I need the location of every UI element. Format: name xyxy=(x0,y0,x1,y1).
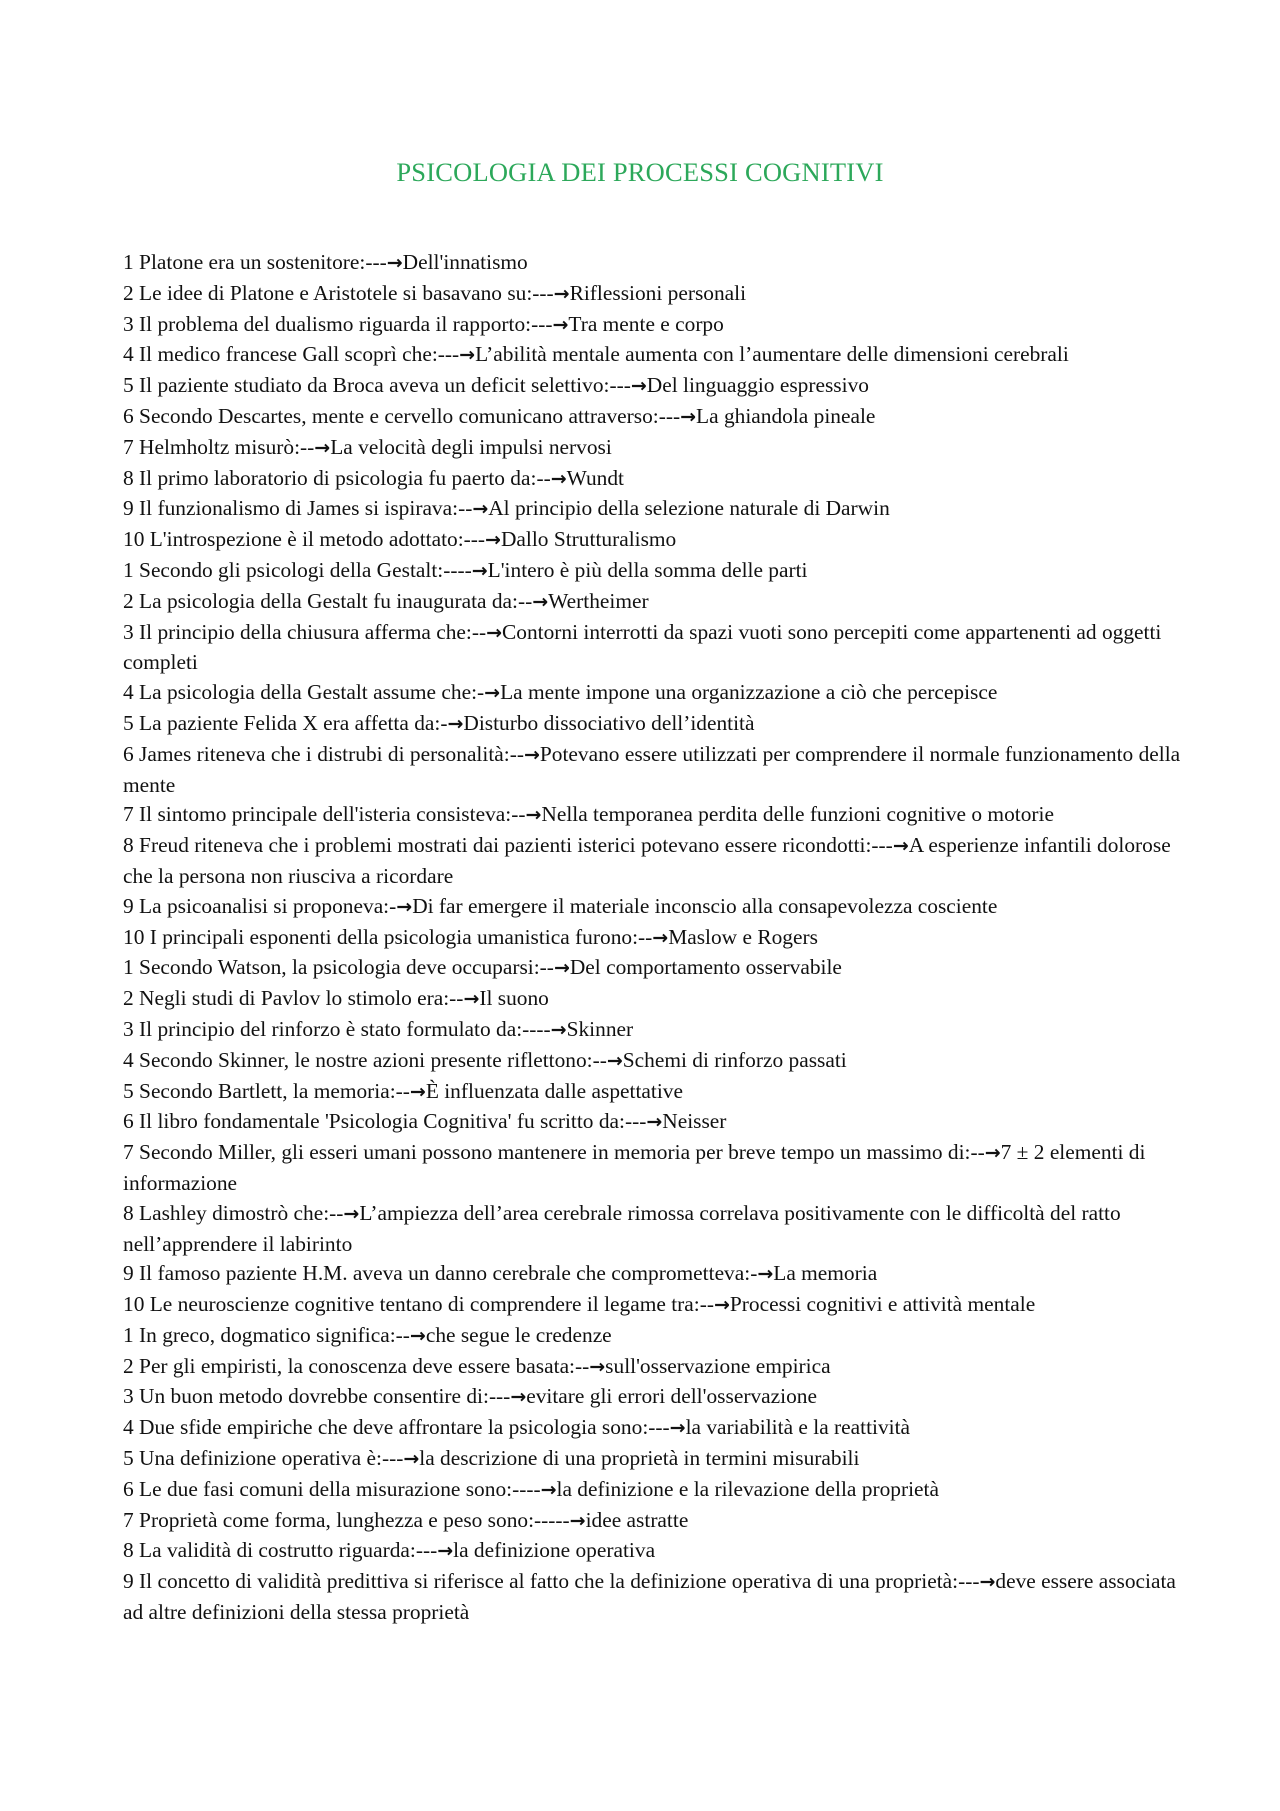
list-item xyxy=(123,984,1185,1015)
answer-text: Neisser xyxy=(662,1109,727,1134)
question-text: 7 Il sintomo principale dell'isteria consisteva:-- xyxy=(123,802,526,827)
list-item xyxy=(123,1536,1185,1567)
arrow-right-icon: → xyxy=(523,743,540,766)
question-text: 2 Negli studi di Pavlov lo stimolo era:-- xyxy=(123,986,464,1011)
question-text: 8 Freud riteneva che i problemi mostrati dai pazienti isterici potevano essere ricondotti:--- xyxy=(123,833,893,858)
list-item xyxy=(123,1382,1185,1413)
question-text: 4 Due sfide empiriche che deve affrontare la psicologia sono:--- xyxy=(123,1415,670,1440)
answer-text: sull'osservazione empirica xyxy=(605,1353,831,1378)
list-item xyxy=(123,525,1185,556)
question-text: 1 In greco, dogmatico significa:-- xyxy=(123,1322,410,1347)
answer-text: che segue le credenze xyxy=(425,1322,612,1347)
arrow-right-icon: → xyxy=(314,436,331,459)
arrow-right-icon: → xyxy=(979,1571,996,1594)
question-text: 2 Le idee di Platone e Aristotele si basavano su:--- xyxy=(123,280,554,305)
answer-text: Del linguaggio espressivo xyxy=(646,373,869,398)
answer-text: Nella temporanea perdita delle funzioni cognitive o motorie xyxy=(541,802,1054,827)
arrow-right-icon: → xyxy=(984,1142,1001,1165)
question-text: 4 Il medico francese Gall scoprì che:--- xyxy=(123,342,460,367)
question-text: 8 Lashley dimostrò che:-- xyxy=(123,1200,344,1225)
question-text: 8 Il primo laboratorio di psicologia fu paerto da:-- xyxy=(123,465,551,490)
question-text: 7 Proprietà come forma, lunghezza e peso sono:----- xyxy=(123,1507,570,1532)
list-item xyxy=(123,1444,1185,1475)
arrow-right-icon: → xyxy=(553,957,570,980)
arrow-right-icon: → xyxy=(589,1355,606,1378)
question-text: 9 Il famoso paziente H.M. aveva un danno cerebrale che comprometteva:- xyxy=(123,1261,758,1286)
answer-text: Potevano essere utilizzati per comprendere il normale funzionamento della mente xyxy=(123,741,1181,797)
arrow-right-icon: → xyxy=(669,1417,686,1440)
question-text: 5 Il paziente studiato da Broca aveva un deficit selettivo:--- xyxy=(123,373,631,398)
answer-text: La velocità degli impulsi nervosi xyxy=(330,434,612,459)
list-item xyxy=(123,587,1185,618)
list-item xyxy=(123,892,1185,923)
list-item xyxy=(123,1107,1185,1138)
answer-text: Schemi di rinforzo passati xyxy=(622,1047,847,1072)
answer-text: Processi cognitivi e attività mentale xyxy=(729,1292,1036,1317)
question-text: 1 Secondo gli psicologi della Gestalt:---- xyxy=(123,557,472,582)
arrow-right-icon: → xyxy=(409,1324,426,1347)
list-item xyxy=(123,618,1185,679)
question-text: 8 La validità di costrutto riguarda:--- xyxy=(123,1538,438,1563)
arrow-right-icon: → xyxy=(646,1111,663,1134)
answer-text: evitare gli errori dell'osservazione xyxy=(526,1384,817,1409)
list-item xyxy=(123,1259,1185,1290)
list-item xyxy=(123,1413,1185,1444)
question-text: 9 Il funzionalismo di James si ispirava:-- xyxy=(123,496,473,521)
question-text: 6 Secondo Descartes, mente e cervello comunicano attraverso:--- xyxy=(123,403,681,428)
question-text: 9 Il concetto di validità predittiva si riferisce al fatto che la definizione operativa di una proprietà:--- xyxy=(123,1569,980,1594)
arrow-right-icon: → xyxy=(472,498,489,521)
arrow-right-icon: → xyxy=(403,1448,420,1471)
answer-text: Del comportamento osservabile xyxy=(569,955,842,980)
answer-text: Skinner xyxy=(566,1016,634,1041)
arrow-right-icon: → xyxy=(532,590,549,613)
answer-text: Contorni interrotti da spazi vuoti sono percepiti come appartenenti ad oggetti completi xyxy=(123,619,1162,675)
list-item xyxy=(123,678,1185,709)
list-item xyxy=(123,709,1185,740)
question-text: 1 Platone era un sostenitore:--- xyxy=(123,250,387,274)
arrow-right-icon: → xyxy=(892,835,909,858)
arrow-right-icon: → xyxy=(713,1294,730,1317)
question-text: 1 Secondo Watson, la psicologia deve occuparsi:-- xyxy=(123,955,554,980)
arrow-right-icon: → xyxy=(437,1540,454,1563)
answer-text: Maslow e Rogers xyxy=(668,924,818,949)
arrow-right-icon: → xyxy=(630,375,647,398)
answer-text: La ghiandola pineale xyxy=(696,403,876,428)
list-item xyxy=(123,1506,1185,1537)
answer-text: L’ampiezza dell’area cerebrale rimossa correlava positivamente con le difficoltà del ratto nell’apprendere il labirinto xyxy=(123,1200,1121,1256)
answer-text: Tra mente e corpo xyxy=(568,311,724,336)
answer-text: Dallo Strutturalismo xyxy=(500,527,677,552)
list-item xyxy=(123,831,1185,892)
answer-text: 7 ± 2 elementi di informazione xyxy=(123,1140,1146,1195)
list-item xyxy=(123,1352,1185,1383)
list-item xyxy=(123,1046,1185,1077)
list-item xyxy=(123,371,1185,402)
answer-text: La mente impone una organizzazione a ciò che percepisce xyxy=(500,680,998,705)
question-text: 9 La psicoanalisi si proponeva:- xyxy=(123,893,397,918)
arrow-right-icon: → xyxy=(510,1386,527,1409)
answer-text: L'intero è più della somma delle parti xyxy=(487,557,808,582)
arrow-right-icon: → xyxy=(386,252,403,274)
list-item xyxy=(123,279,1185,310)
question-answer-list xyxy=(123,248,1185,1628)
list-item xyxy=(123,556,1185,587)
answer-text: A esperienze infantili dolorose che la persona non riusciva a ricordare xyxy=(123,833,1171,888)
answer-text: idee astratte xyxy=(585,1507,689,1532)
list-item xyxy=(123,800,1185,831)
question-text: 3 Il principio della chiusura afferma che:-- xyxy=(123,619,487,644)
arrow-right-icon: → xyxy=(471,559,488,582)
arrow-right-icon: → xyxy=(550,1018,567,1041)
answer-text: È influenzata dalle aspettative xyxy=(425,1078,683,1103)
arrow-right-icon: → xyxy=(552,313,569,336)
list-item xyxy=(123,1290,1185,1321)
list-item xyxy=(123,1321,1185,1352)
question-text: 10 I principali esponenti della psicologia umanistica furono:-- xyxy=(123,924,653,949)
answer-text: Il suono xyxy=(479,986,549,1011)
list-item xyxy=(123,464,1185,495)
arrow-right-icon: → xyxy=(652,926,669,949)
arrow-right-icon: → xyxy=(463,988,480,1011)
answer-text: L’abilità mentale aumenta con l’aumentare delle dimensioni cerebrali xyxy=(475,342,1069,367)
answer-text: Disturbo dissociativo dell’identità xyxy=(463,710,755,735)
list-item xyxy=(123,1199,1185,1260)
answer-text: la descrizione di una proprietà in termini misurabili xyxy=(419,1446,860,1471)
list-item xyxy=(123,1567,1185,1628)
list-item xyxy=(123,494,1185,525)
answer-text: deve essere associata ad altre definizioni della stessa proprietà xyxy=(123,1569,1176,1625)
arrow-right-icon: → xyxy=(553,282,570,305)
question-text: 10 Le neuroscienze cognitive tentano di comprendere il legame tra:-- xyxy=(123,1292,714,1317)
arrow-right-icon: → xyxy=(680,405,697,428)
list-item xyxy=(123,1138,1185,1199)
arrow-right-icon: → xyxy=(459,344,476,367)
question-text: 5 Secondo Bartlett, la memoria:-- xyxy=(123,1078,410,1103)
question-text: 6 James riteneva che i distrubi di personalità:-- xyxy=(123,741,524,766)
question-text: 4 La psicologia della Gestalt assume che:- xyxy=(123,680,485,705)
arrow-right-icon: → xyxy=(396,895,413,918)
arrow-right-icon: → xyxy=(757,1263,774,1286)
answer-text: La memoria xyxy=(773,1261,878,1286)
answer-text: Wertheimer xyxy=(548,588,649,613)
list-item xyxy=(123,953,1185,984)
arrow-right-icon: → xyxy=(343,1202,360,1225)
arrow-right-icon: → xyxy=(569,1509,586,1532)
arrow-right-icon: → xyxy=(409,1080,426,1103)
arrow-right-icon: → xyxy=(447,712,464,735)
question-text: 7 Helmholtz misurò:-- xyxy=(123,434,315,459)
answer-text: Wundt xyxy=(566,465,624,490)
question-text: 6 Le due fasi comuni della misurazione sono:---- xyxy=(123,1476,541,1501)
arrow-right-icon: → xyxy=(540,1478,557,1501)
question-text: 7 Secondo Miller, gli esseri umani possono mantenere in memoria per breve tempo un massimo di:-- xyxy=(123,1140,985,1165)
question-text: 6 Il libro fondamentale 'Psicologia Cognitiva' fu scritto da:--- xyxy=(123,1109,647,1134)
answer-text: Dell'innatismo xyxy=(402,250,528,274)
list-item xyxy=(123,1015,1185,1046)
question-text: 10 L'introspezione è il metodo adottato:--- xyxy=(123,527,486,552)
list-item xyxy=(123,923,1185,954)
answer-text: Riflessioni personali xyxy=(569,280,747,305)
answer-text: Al principio della selezione naturale di Darwin xyxy=(488,496,890,521)
question-text: 5 La paziente Felida X era affetta da:- xyxy=(123,710,448,735)
list-item xyxy=(123,1077,1185,1108)
arrow-right-icon: → xyxy=(606,1049,623,1072)
answer-text: la variabilità e la reattività xyxy=(685,1415,911,1440)
question-text: 3 Il problema del dualismo riguarda il rapporto:--- xyxy=(123,311,553,336)
answer-text: Di far emergere il materiale inconscio alla consapevolezza cosciente xyxy=(412,893,998,918)
question-text: 4 Secondo Skinner, le nostre azioni presente riflettono:-- xyxy=(123,1047,607,1072)
list-item xyxy=(123,433,1185,464)
arrow-right-icon: → xyxy=(550,467,567,490)
arrow-right-icon: → xyxy=(486,621,503,644)
question-text: 5 Una definizione operativa è:--- xyxy=(123,1446,404,1471)
list-item xyxy=(123,402,1185,433)
question-text: 2 La psicologia della Gestalt fu inaugurata da:-- xyxy=(123,588,533,613)
answer-text: la definizione e la rilevazione della proprietà xyxy=(556,1476,939,1501)
list-item xyxy=(123,248,1185,279)
list-item xyxy=(123,340,1185,371)
list-item xyxy=(123,310,1185,341)
question-text: 2 Per gli empiristi, la conoscenza deve essere basata:-- xyxy=(123,1353,590,1378)
question-text: 3 Un buon metodo dovrebbe consentire di:--- xyxy=(123,1384,511,1409)
list-item xyxy=(123,740,1185,801)
answer-text: la definizione operativa xyxy=(453,1538,656,1563)
arrow-right-icon: → xyxy=(484,682,501,705)
page-title: PSICOLOGIA DEI PROCESSI COGNITIVI xyxy=(396,157,884,187)
question-text: 3 Il principio del rinforzo è stato formulato da:---- xyxy=(123,1016,551,1041)
arrow-right-icon: → xyxy=(485,529,501,552)
list-item xyxy=(123,1475,1185,1506)
arrow-right-icon: → xyxy=(525,804,542,827)
